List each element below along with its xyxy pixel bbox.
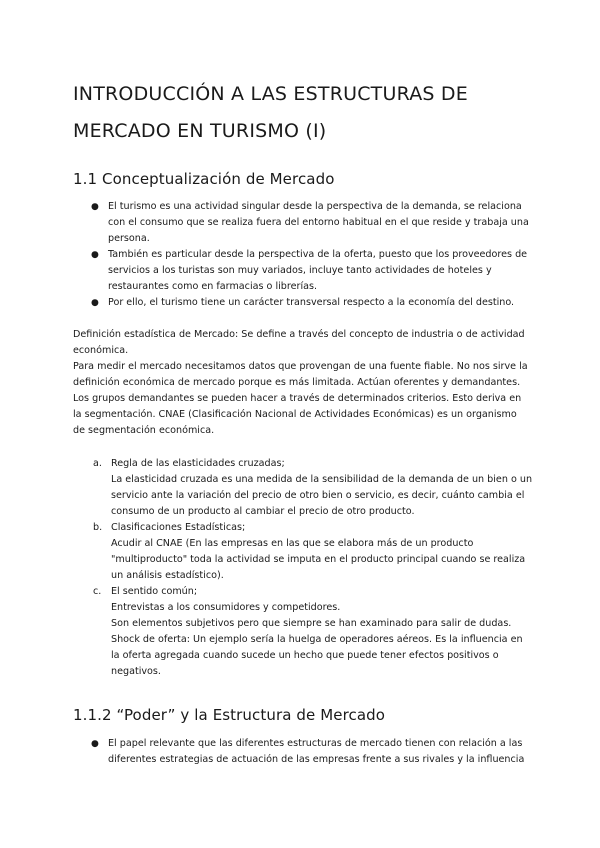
criteria-text: La elasticidad cruzada es una medida de la sensibilidad de la demanda de un bien o un servicio ante la variación del precio de otro bien o servicio, es decir, cuánto cambia el consumo de un producto al cambiar el precio de otro producto.	[111, 474, 533, 517]
criteria-text: Shock de oferta: Un ejemplo sería la huelga de operadores aéreos. Es la influencia en la oferta agregada cuando sucede un hecho que puede tener efectos positivos o negativos.	[111, 634, 523, 677]
document-title	[73, 76, 543, 150]
list-marker: b.	[93, 522, 103, 533]
bullet-icon: ●	[91, 250, 99, 260]
paragraph-line-grupos: Los grupos demandantes se pueden hacer a través de determinados criterios. Esto deriva en la segmentación. CNAE (Clasificación Nacional de Actividades Económicas) es un organismo de segmentación económica.	[73, 393, 522, 436]
section2-bullet-list	[91, 736, 531, 768]
definition-paragraph	[73, 327, 528, 439]
bullet-icon: ●	[91, 202, 99, 212]
bullet-item	[91, 295, 531, 311]
list-marker: c.	[93, 586, 102, 597]
criteria-text: Entrevistas a los consumidores y competidores.	[111, 602, 341, 613]
criteria-item-a	[93, 456, 533, 520]
title-line-1: INTRODUCCIÓN A LAS ESTRUCTURAS DE	[73, 83, 468, 105]
criteria-item-b	[93, 520, 533, 584]
bullet-item	[91, 199, 531, 247]
paragraph-line-medir: Para medir el mercado necesitamos datos que provengan de una fuente fiable. No nos sirve la definición económica de mercado porque es más limitada. Actúan oferentes y demandantes.	[73, 361, 528, 388]
criteria-label: Regla de las elasticidades cruzadas;	[111, 458, 285, 469]
criteria-text: Son elementos subjetivos pero que siempre se han examinado para salir de dudas.	[111, 618, 512, 629]
bullet-icon: ●	[91, 298, 99, 308]
bullet-item	[91, 247, 531, 295]
title-line-2: MERCADO EN TURISMO (I)	[73, 120, 327, 142]
bullet-icon: ●	[91, 739, 99, 749]
bullet-item	[91, 736, 531, 768]
section-heading-conceptualizacion: 1.1 Conceptualización de Mercado	[73, 170, 335, 188]
bullet-text: Por ello, el turismo tiene un carácter transversal respecto a la economía del destino.	[108, 297, 515, 308]
bullet-text: También es particular desde la perspectiva de la oferta, puesto que los proveedores de servicios a los turistas son muy variados, incluye tanto actividades de hoteles y restaurantes como en farmacias o librerías.	[108, 249, 528, 292]
section-heading-poder: 1.1.2 “Poder” y la Estructura de Mercado	[73, 706, 386, 724]
criteria-list	[93, 456, 533, 680]
paragraph-line-definicion: Definición estadística de Mercado: Se define a través del concepto de industria o de actividad económica.	[73, 329, 525, 356]
criteria-label: Clasificaciones Estadísticas;	[111, 522, 246, 533]
section1-bullet-list	[91, 199, 531, 311]
bullet-text: El turismo es una actividad singular desde la perspectiva de la demanda, se relaciona con el consumo que se realiza fuera del entorno habitual en el que reside y trabaja una persona.	[108, 201, 529, 244]
criteria-label: El sentido común;	[111, 586, 198, 597]
list-marker: a.	[93, 458, 102, 469]
criteria-item-c	[93, 584, 533, 680]
criteria-text: Acudir al CNAE (En las empresas en las que se elabora más de un producto "multiproducto" toda la actividad se imputa en el producto principal cuando se realiza un análisis estadístico).	[111, 538, 526, 581]
bullet-text: El papel relevante que las diferentes estructuras de mercado tienen con relación a las diferentes estrategias de actuación de las empresas frente a sus rivales y la influencia	[108, 738, 525, 765]
